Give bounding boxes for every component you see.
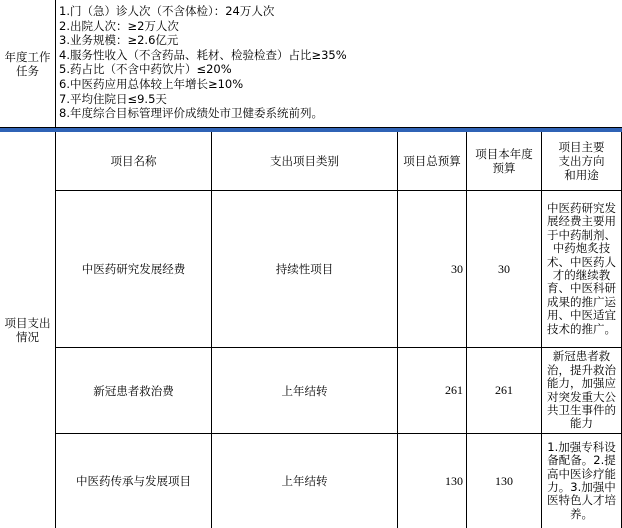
row3-name-text: 中医药传承与发展项目 (76, 474, 191, 488)
row1-category[interactable] (212, 191, 398, 348)
row2-name[interactable] (56, 348, 212, 434)
row3-total-budget-text: 130 (445, 473, 463, 488)
row1-purpose-text: 中医药研究发展经费主要用于中药制剂、中药炮炙技术、中医药人才的继续教育、中医科研成果的推广运用、中医适宜技术的推广。 (547, 200, 616, 336)
row2-total-budget[interactable] (398, 348, 467, 434)
annual-tasks-label-cell[interactable] (0, 0, 56, 128)
row1-total-budget-text: 30 (451, 261, 463, 276)
project-expenditure-label-cell[interactable] (0, 132, 56, 528)
task-line-3: 3.业务规模：≥2.6亿元 (59, 33, 179, 48)
header-total-budget[interactable] (398, 132, 467, 191)
row3-annual-budget[interactable] (467, 434, 542, 528)
row2-purpose[interactable] (542, 348, 622, 434)
row1-name-text: 中医药研究发展经费 (81, 262, 186, 276)
row3-purpose-text: 1.加强专科设备配备。2.提高中医诊疗能力。3.加强中医特色人才培养。 (547, 439, 616, 521)
task-line-8: 8.年度综合目标管理评价成绩处市卫健委系统前列。 (59, 106, 323, 121)
row1-total-budget[interactable] (398, 191, 467, 348)
row1-annual-budget-text: 30 (498, 261, 510, 276)
row2-annual-budget-text: 261 (495, 383, 513, 397)
header-annual-budget[interactable] (467, 132, 542, 191)
header-annual-budget-text: 项目本年度预算 (475, 147, 533, 175)
task-line-4: 4.服务性收入（不含药品、耗材、检验检查）占比≥35% (59, 47, 347, 62)
row3-category-text: 上年结转 (281, 474, 328, 488)
row3-annual-budget-text: 130 (495, 473, 513, 488)
task-line-1: 1.门（急）诊人次（不含体检）：24万人次 (59, 4, 275, 18)
task-line-7: 7.平均住院日≤9.5天 (59, 91, 167, 106)
row1-category-text: 持续性项目 (275, 262, 334, 276)
header-purpose[interactable] (542, 132, 622, 191)
project-expenditure-label: 项目支出情况 (4, 316, 51, 344)
row2-total-budget-text: 261 (445, 383, 463, 397)
task-line-2: 2.出院人次：≥2万人次 (59, 18, 179, 33)
row3-name[interactable] (56, 434, 212, 528)
row2-purpose-text: 新冠患者救治，提升救治能力，加强应对突发重大公共卫生事件的能力 (547, 349, 616, 431)
row1-annual-budget[interactable] (467, 191, 542, 348)
header-name-text: 项目名称 (110, 154, 157, 168)
row3-purpose[interactable] (542, 434, 622, 528)
annual-tasks-content-cell[interactable] (56, 0, 622, 128)
row3-total-budget[interactable] (398, 434, 467, 528)
row2-category-text: 上年结转 (281, 383, 328, 398)
header-category-text: 支出项目类别 (270, 154, 339, 168)
row2-annual-budget[interactable] (467, 348, 542, 434)
annual-tasks-label: 年度工作任务 (4, 49, 51, 78)
row2-category[interactable] (212, 348, 398, 434)
task-line-5: 5.药占比（不含中药饮片）≤20% (59, 62, 232, 77)
row3-category[interactable] (212, 434, 398, 528)
task-line-6: 6.中医药应用总体较上年增长≥10% (59, 76, 244, 91)
row1-purpose[interactable] (542, 191, 622, 348)
header-name[interactable] (56, 132, 212, 191)
row2-name-text: 新冠患者救治费 (93, 383, 174, 398)
header-category[interactable] (212, 132, 398, 191)
row1-name[interactable] (56, 191, 212, 348)
header-purpose-text: 项目主要支出方向和用途 (558, 140, 605, 182)
header-total-budget-text: 项目总预算 (403, 154, 461, 168)
